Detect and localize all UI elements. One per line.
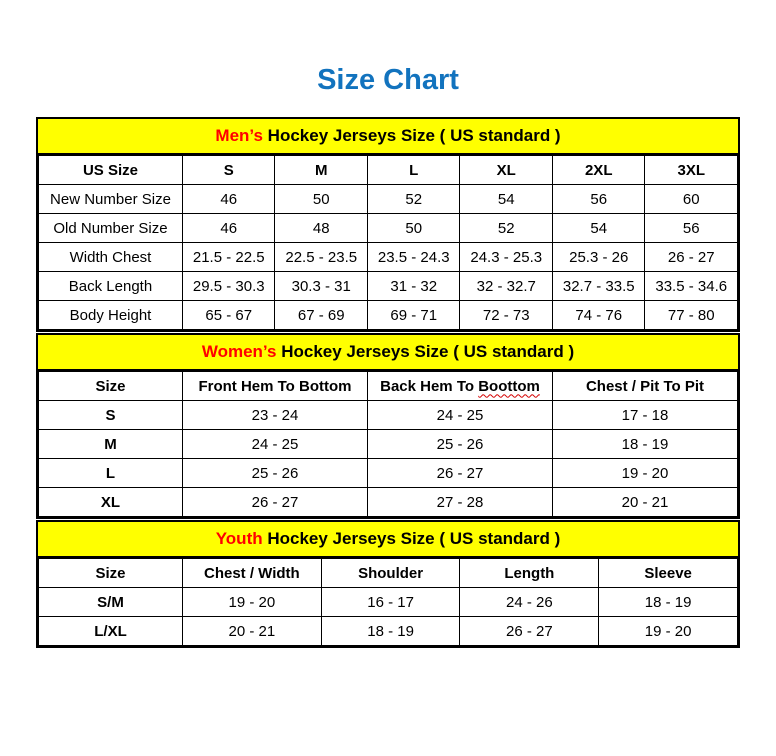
size-value-cell: 26 - 27: [460, 617, 599, 646]
size-value-cell: 24 - 25: [182, 430, 367, 459]
table-row: [39, 301, 738, 330]
size-value-cell: 46: [182, 185, 275, 214]
table-row: [39, 488, 738, 517]
table-header-row: [39, 559, 738, 588]
size-value-cell: 18 - 19: [599, 588, 738, 617]
row-label: Old Number Size: [39, 214, 183, 243]
column-header: Chest / Pit To Pit: [552, 372, 737, 401]
mens-section-header: [38, 119, 738, 155]
column-header: US Size: [39, 156, 183, 185]
size-value-cell: 30.3 - 31: [275, 272, 368, 301]
row-label: Width Chest: [39, 243, 183, 272]
column-header: Shoulder: [321, 559, 460, 588]
size-value-cell: 27 - 28: [367, 488, 552, 517]
size-value-cell: 23.5 - 24.3: [367, 243, 460, 272]
size-value-cell: 22.5 - 23.5: [275, 243, 368, 272]
column-header: Back Hem To Boottom: [367, 372, 552, 401]
size-value-cell: 74 - 76: [552, 301, 645, 330]
youth-section-header-text: Hockey Jerseys Size ( US standard ): [262, 529, 561, 548]
column-header: Chest / Width: [182, 559, 321, 588]
column-header: Sleeve: [599, 559, 738, 588]
size-value-cell: 54: [460, 185, 553, 214]
size-value-cell: 26 - 27: [367, 459, 552, 488]
size-value-cell: 46: [182, 214, 275, 243]
womens-section-header-accent: Women’s: [201, 342, 277, 361]
size-value-cell: 24 - 25: [367, 401, 552, 430]
table-row: [39, 214, 738, 243]
row-label: L: [39, 459, 183, 488]
column-header: XL: [460, 156, 553, 185]
size-value-cell: 67 - 69: [275, 301, 368, 330]
womens-section-header-text: Hockey Jerseys Size ( US standard ): [276, 342, 575, 361]
size-value-cell: 20 - 21: [182, 617, 321, 646]
column-header: L: [367, 156, 460, 185]
column-header: M: [275, 156, 368, 185]
table-header-row: [39, 156, 738, 185]
size-value-cell: 54: [552, 214, 645, 243]
size-value-cell: 26 - 27: [645, 243, 738, 272]
size-value-cell: 60: [645, 185, 738, 214]
mens-size-table: [38, 155, 738, 330]
size-value-cell: 24.3 - 25.3: [460, 243, 553, 272]
size-value-cell: 19 - 20: [552, 459, 737, 488]
size-value-cell: 33.5 - 34.6: [645, 272, 738, 301]
size-value-cell: 19 - 20: [182, 588, 321, 617]
row-label: L/XL: [39, 617, 183, 646]
size-value-cell: 29.5 - 30.3: [182, 272, 275, 301]
womens-section-header: [38, 335, 738, 371]
table-header-row: [39, 372, 738, 401]
table-row: [39, 617, 738, 646]
column-header: S: [182, 156, 275, 185]
womens-section: [36, 333, 740, 519]
size-value-cell: 18 - 19: [321, 617, 460, 646]
size-value-cell: 52: [460, 214, 553, 243]
row-label: Body Height: [39, 301, 183, 330]
column-header: Length: [460, 559, 599, 588]
table-row: [39, 459, 738, 488]
row-label: S: [39, 401, 183, 430]
size-value-cell: 69 - 71: [367, 301, 460, 330]
youth-section-header: [38, 522, 738, 558]
column-header: Size: [39, 372, 183, 401]
size-value-cell: 77 - 80: [645, 301, 738, 330]
table-row: [39, 243, 738, 272]
size-value-cell: 20 - 21: [552, 488, 737, 517]
mens-section-header-text: Hockey Jerseys Size ( US standard ): [262, 126, 561, 145]
mens-section-header-accent: Men’s: [215, 126, 263, 145]
size-value-cell: 25 - 26: [182, 459, 367, 488]
size-value-cell: 56: [645, 214, 738, 243]
table-row: [39, 401, 738, 430]
size-value-cell: 32.7 - 33.5: [552, 272, 645, 301]
size-value-cell: 24 - 26: [460, 588, 599, 617]
size-value-cell: 18 - 19: [552, 430, 737, 459]
size-value-cell: 52: [367, 185, 460, 214]
size-value-cell: 17 - 18: [552, 401, 737, 430]
size-value-cell: 21.5 - 22.5: [182, 243, 275, 272]
row-label: New Number Size: [39, 185, 183, 214]
size-value-cell: 65 - 67: [182, 301, 275, 330]
youth-section-header-accent: Youth: [215, 529, 263, 548]
youth-size-table: [38, 558, 738, 646]
column-header: Size: [39, 559, 183, 588]
size-value-cell: 32 - 32.7: [460, 272, 553, 301]
size-value-cell: 23 - 24: [182, 401, 367, 430]
table-row: [39, 430, 738, 459]
column-header: 3XL: [645, 156, 738, 185]
table-row: [39, 185, 738, 214]
column-header: Front Hem To Bottom: [182, 372, 367, 401]
size-value-cell: 26 - 27: [182, 488, 367, 517]
youth-section: [36, 520, 740, 648]
row-label: S/M: [39, 588, 183, 617]
row-label: M: [39, 430, 183, 459]
mens-section: [36, 117, 740, 332]
size-value-cell: 16 - 17: [321, 588, 460, 617]
size-value-cell: 50: [367, 214, 460, 243]
row-label: Back Length: [39, 272, 183, 301]
size-value-cell: 48: [275, 214, 368, 243]
size-value-cell: 25.3 - 26: [552, 243, 645, 272]
size-value-cell: 56: [552, 185, 645, 214]
size-chart: [36, 117, 740, 648]
womens-size-table: [38, 371, 738, 517]
size-value-cell: 72 - 73: [460, 301, 553, 330]
row-label: XL: [39, 488, 183, 517]
column-header: 2XL: [552, 156, 645, 185]
size-value-cell: 25 - 26: [367, 430, 552, 459]
size-value-cell: 50: [275, 185, 368, 214]
page-title: Size Chart: [317, 64, 459, 96]
size-value-cell: 19 - 20: [599, 617, 738, 646]
misspelled-word: Boottom: [478, 377, 540, 395]
size-value-cell: 31 - 32: [367, 272, 460, 301]
table-row: [39, 272, 738, 301]
table-row: [39, 588, 738, 617]
